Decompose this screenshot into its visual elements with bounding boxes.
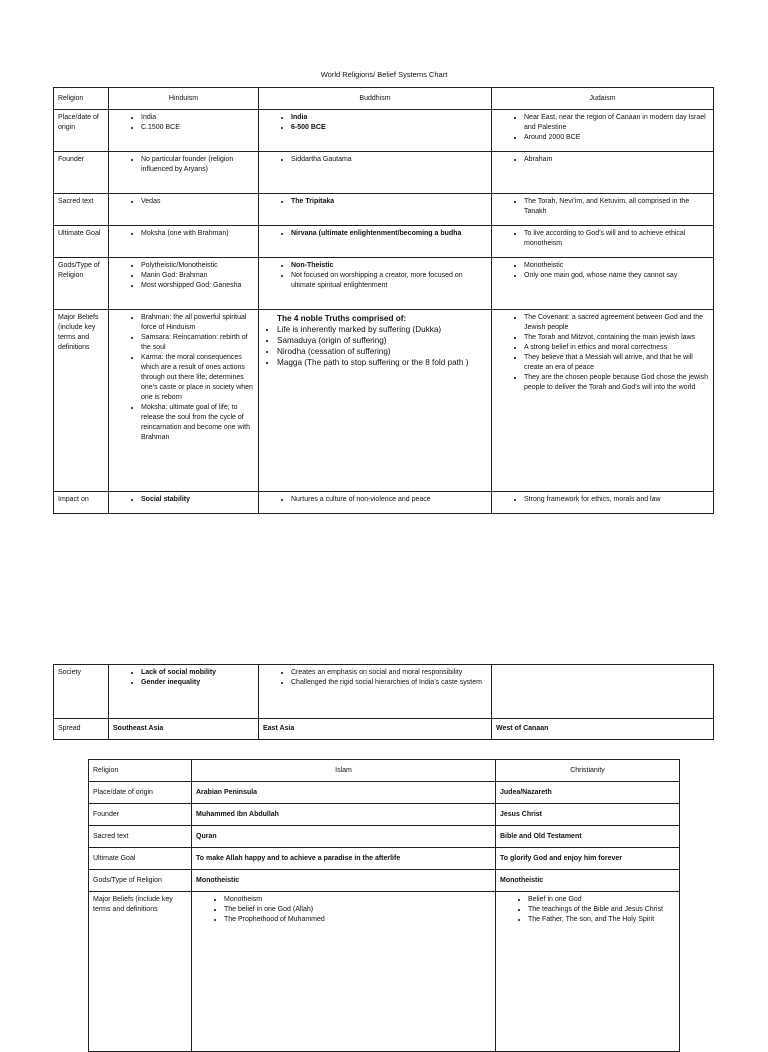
- header-buddhism: Buddhism: [259, 88, 492, 110]
- list-item: • The teachings of the Bible and Jesus Christ: [528, 905, 675, 915]
- cell-islam: Arabian Peninsula: [192, 782, 496, 804]
- list-item: • Moksha (one with Brahman): [141, 229, 254, 239]
- list-item: • Moksha: ultimate goal of life; to release the soul from the cycle of reincarnation and become one with Brahman: [141, 403, 254, 443]
- cell-christianity: Judea/Nazareth: [496, 782, 680, 804]
- cell-buddhism: [259, 194, 492, 226]
- list-item: • Samsara: Reincarnation: rebirth of the soul: [141, 333, 254, 353]
- row-label: Sacred text: [89, 826, 192, 848]
- list-item: • Creates an emphasis on social and moral responsibility: [291, 668, 487, 678]
- list-item: • Nirvana (ultimate enlightenment/becoming a budha: [291, 229, 487, 239]
- cell-hinduism: [109, 194, 259, 226]
- religions-table-1: [53, 87, 714, 514]
- list-item: • A strong belief in ethics and moral correctness: [524, 343, 709, 353]
- row-label: Major Beliefs (include key terms and definitions: [54, 310, 109, 492]
- list-item: • Manin God: Brahman: [141, 271, 254, 281]
- cell-christianity: [496, 892, 680, 1052]
- list-item: • To live according to God’s will and to achieve ethical monotheism: [524, 229, 709, 249]
- list-item: • Challenged the rigid social hierarchies of India’s caste system: [291, 678, 487, 688]
- row-label: Ultimate Goal: [89, 848, 192, 870]
- list-item: • The Torah and Mitzvot, containing the main jewish laws: [524, 333, 709, 343]
- header-religion: Religion: [54, 88, 109, 110]
- list-item: • The belief in one God (Allah): [224, 905, 491, 915]
- list-item: • Near East, near the region of Canaan in modern day Israel and Palestine: [524, 113, 709, 133]
- cell-judaism: [492, 194, 714, 226]
- cell-judaism: West of Canaan: [492, 719, 714, 740]
- row-label: Major Beliefs (include key terms and definitions: [89, 892, 192, 1052]
- list-item: • Not focused on worshipping a creator, more focused on ultimate spiritual enlightenment: [291, 271, 487, 291]
- row-ultimate-goal: [54, 226, 714, 258]
- row-major-beliefs: [89, 892, 680, 1052]
- row-label: Founder: [89, 804, 192, 826]
- religions-table-2: [53, 664, 714, 740]
- row-major-beliefs: [54, 310, 714, 492]
- list-item: • The Prophethood of Muhammed: [224, 915, 491, 925]
- row-label: Impact on: [54, 492, 109, 514]
- list-item: • Siddartha Gautama: [291, 155, 487, 165]
- cell-hinduism: [109, 152, 259, 194]
- row-label: Gods/Type of Religion: [89, 870, 192, 892]
- list-item: • Strong framework for ethics, morals and law: [524, 495, 709, 505]
- row-sacred-text: [89, 826, 680, 848]
- cell-christianity: Monotheistic: [496, 870, 680, 892]
- list-item: • Nurtures a culture of non-violence and peace: [291, 495, 487, 505]
- cell-buddhism: [259, 492, 492, 514]
- row-gods-type: [89, 870, 680, 892]
- row-society: [54, 665, 714, 719]
- list-item: • The Covenant: a sacred agreement between God and the Jewish people: [524, 313, 709, 333]
- cell-islam: [192, 892, 496, 1052]
- cell-judaism: [492, 258, 714, 310]
- cell-judaism: [492, 665, 714, 719]
- list-item: • Vedas: [141, 197, 254, 207]
- cell-christianity: Jesus Christ: [496, 804, 680, 826]
- list-item: • Polytheistic/Monotheistic: [141, 261, 254, 271]
- cell-judaism: [492, 310, 714, 492]
- row-label: Founder: [54, 152, 109, 194]
- cell-buddhism: [259, 152, 492, 194]
- list-item: • The Torah, Nevi’im, and Ketuvim, all comprised in the Tanakh: [524, 197, 709, 217]
- cell-hinduism: [109, 258, 259, 310]
- cell-buddhism: [259, 110, 492, 152]
- cell-islam: Quran: [192, 826, 496, 848]
- list-item: • They are the chosen people because God chose the jewish people to deliver the Torah and God’s will into the world: [524, 373, 709, 393]
- cell-christianity: Bible and Old Testament: [496, 826, 680, 848]
- list-item: • Brahman: the all powerful spiritual force of Hinduism: [141, 313, 254, 333]
- row-label: Society: [54, 665, 109, 719]
- religions-table-3: [88, 759, 680, 1052]
- list-item: • Abraham: [524, 155, 709, 165]
- cell-buddhism: [259, 310, 492, 492]
- cell-buddhism: East Asia: [259, 719, 492, 740]
- cell-hinduism: [109, 310, 259, 492]
- header-islam: Islam: [192, 760, 496, 782]
- row-label: Sacred text: [54, 194, 109, 226]
- row-gods-type: [54, 258, 714, 310]
- cell-hinduism: Southeast Asia: [109, 719, 259, 740]
- cell-judaism: [492, 110, 714, 152]
- row-place: [89, 782, 680, 804]
- cell-hinduism: [109, 226, 259, 258]
- row-founder: [54, 152, 714, 194]
- list-item: • The Tripitaka: [291, 197, 487, 207]
- cell-buddhism: [259, 258, 492, 310]
- cell-judaism: [492, 492, 714, 514]
- cell-hinduism: [109, 665, 259, 719]
- cell-buddhism: [259, 226, 492, 258]
- list-item: • Non-Theistic: [291, 261, 487, 271]
- list-item: • Gender inequality: [141, 678, 254, 688]
- row-place: [54, 110, 714, 152]
- page-title: World Religions/ Belief Systems Chart: [320, 70, 448, 79]
- list-item: • India: [291, 113, 487, 123]
- cell-judaism: [492, 152, 714, 194]
- list-item: • Monotheism: [224, 895, 491, 905]
- header-row: [54, 88, 714, 110]
- header-row: [89, 760, 680, 782]
- list-item: • Belief in one God: [528, 895, 675, 905]
- list-item: • Karma: the moral consequences which are a result of ones actions through out there life; determines one’s caste or place in society when one is reborn: [141, 353, 254, 403]
- list-item: • Life is inherently marked by suffering (Dukka): [277, 324, 487, 335]
- row-ultimate-goal: [89, 848, 680, 870]
- header-christianity: Christianity: [496, 760, 680, 782]
- row-founder: [89, 804, 680, 826]
- list-item: • Magga (The path to stop suffering or the 8 fold path ): [277, 357, 487, 368]
- list-item: • Most worshipped God: Ganesha: [141, 281, 254, 291]
- list-item: • The Father, The son, and The Holy Spirit: [528, 915, 675, 925]
- cell-christianity: To glorify God and enjoy him forever: [496, 848, 680, 870]
- list-item: • Samaduya (origin of suffering): [277, 335, 487, 346]
- cell-buddhism: [259, 665, 492, 719]
- row-spread: [54, 719, 714, 740]
- row-impact: [54, 492, 714, 514]
- list-item: • Social stability: [141, 495, 254, 505]
- list-item: • Around 2000 BCE: [524, 133, 709, 143]
- cell-islam: Muhammed Ibn Abdullah: [192, 804, 496, 826]
- cell-hinduism: [109, 492, 259, 514]
- row-label: Place/date of origin: [54, 110, 109, 152]
- cell-judaism: [492, 226, 714, 258]
- header-hinduism: Hinduism: [109, 88, 259, 110]
- list-item: • C.1500 BCE: [141, 123, 254, 133]
- header-religion: Religion: [89, 760, 192, 782]
- cell-islam: To make Allah happy and to achieve a paradise in the afterlife: [192, 848, 496, 870]
- row-label: Gods/Type of Religion: [54, 258, 109, 310]
- row-label: Place/date of origin: [89, 782, 192, 804]
- list-item: • India: [141, 113, 254, 123]
- row-label: Spread: [54, 719, 109, 740]
- list-item: • They believe that a Messiah will arrive, and that he will create an era of peace: [524, 353, 709, 373]
- row-sacred-text: [54, 194, 714, 226]
- list-item: • 6-500 BCE: [291, 123, 487, 133]
- list-item: • Nirodha (cessation of suffering): [277, 346, 487, 357]
- cell-hinduism: [109, 110, 259, 152]
- row-label: Ultimate Goal: [54, 226, 109, 258]
- header-judaism: Judaism: [492, 88, 714, 110]
- list-item: • Lack of social mobility: [141, 668, 254, 678]
- list-item: • Only one main god, whose name they cannot say: [524, 271, 709, 281]
- cell-islam: Monotheistic: [192, 870, 496, 892]
- list-item: • Monotheistic: [524, 261, 709, 271]
- noble-truths-heading: The 4 noble Truths comprised of:: [277, 314, 407, 323]
- list-item: • No particular founder (religion influenced by Aryans): [141, 155, 254, 175]
